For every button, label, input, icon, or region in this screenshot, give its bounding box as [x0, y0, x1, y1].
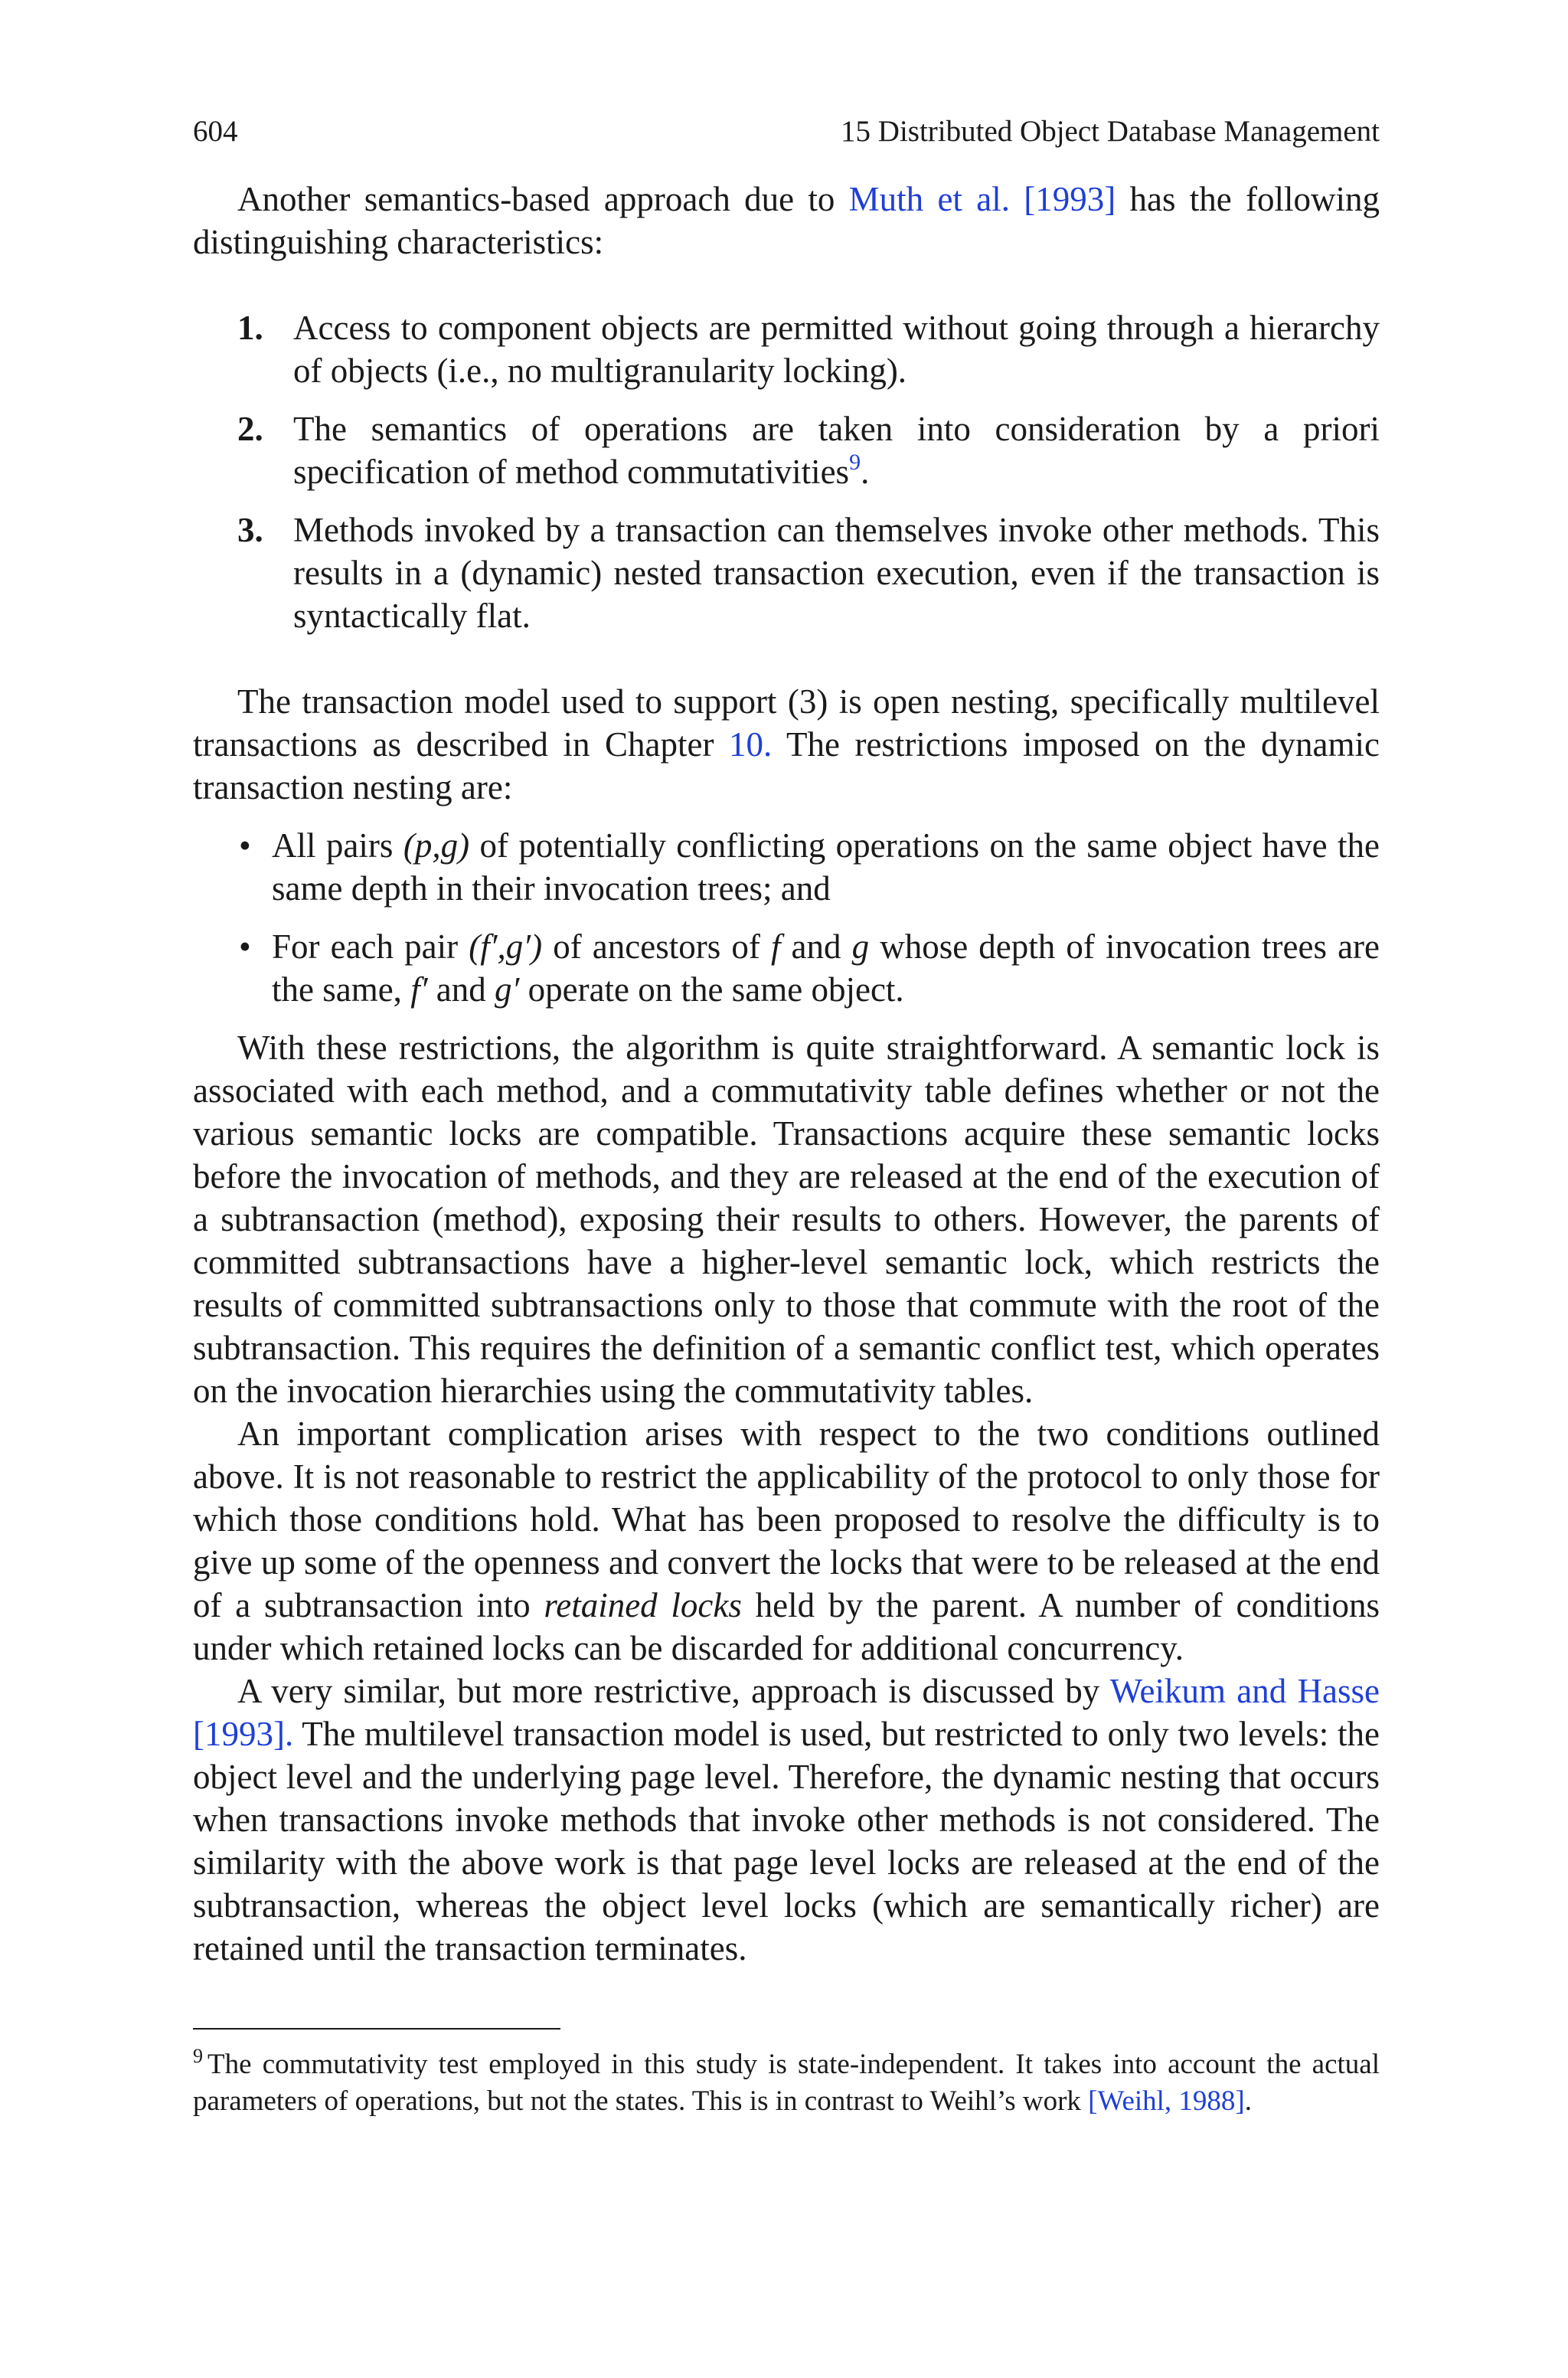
list-item: [193, 306, 1380, 392]
page-number: 604: [193, 115, 238, 148]
math-pair-pg: (p,g): [403, 826, 470, 865]
footnote-text-end: .: [1244, 2085, 1253, 2117]
list-item-text: Access to component objects are permitted without going through a hierarchy of objects (i.e., no multigranularity locking).: [293, 309, 1380, 390]
chapter-link[interactable]: 10.: [728, 725, 773, 764]
body-paragraph-1: With these restrictions, the algorithm is quite straightforward. A semantic lock is associated with each method, and a commutativity table defines whether or not the various semantic locks are compatible. Transactions acquire these semantic locks before the invocation of methods, and they are released at the end of the execution of a subtransaction (method), exposing their results to others. However, the parents of committed subtransactions have a higher-level semantic lock, which restricts the results of committed subtransactions only to those that commute with the root of the subtransaction. This requires the definition of a semantic conflict test, which operates on the invocation hierarchies using the commutativity tables.: [193, 1029, 1380, 1410]
body-paragraph-3: [193, 1670, 1380, 1970]
citation-link-muth[interactable]: Muth et al. [1993]: [848, 180, 1116, 218]
restriction-text: For each pair: [272, 927, 469, 966]
restriction-text: of potentially conflicting operations on the same object have the same depth in their invocation trees; and: [272, 826, 1380, 908]
intro-text-end: has the following distinguishing characteristics:: [193, 180, 1380, 261]
list-item: [193, 509, 1380, 637]
math-pair-fg-prime: (f′,g′): [469, 927, 543, 966]
list-item: [193, 407, 1380, 493]
footnote-ref[interactable]: 9: [849, 450, 861, 475]
citation-link-weihl[interactable]: [Weihl, 1988]: [1088, 2085, 1245, 2117]
emphasis-retained-locks: retained locks: [544, 1586, 742, 1624]
math-g-prime: g′: [495, 970, 520, 1009]
list-item: [193, 925, 1380, 1011]
paragraph-text: held by the parent. A number of conditions under which retained locks can be discarded for additional concurrency.: [193, 1586, 1380, 1667]
footnote-divider: [193, 2028, 560, 2030]
chapter-title: 15 Distributed Object Database Management: [841, 115, 1380, 148]
intro-text: Another semantics-based approach due to: [237, 180, 849, 218]
bullet-icon: •: [239, 826, 251, 865]
body-paragraph-2: [193, 1412, 1380, 1670]
list-number: 2.: [237, 410, 263, 448]
paragraph-text: An important complication arises with respect to the two conditions outlined above. It is not reasonable to restrict the applicability of the protocol to only those for which those conditions hold. What has been proposed to resolve the difficulty is to give up some of the openness and convert the locks that were to be released at the end of a subtransaction into: [193, 1415, 1380, 1624]
footnote-marker: 9: [193, 2045, 203, 2067]
intro-paragraph: [193, 178, 1380, 263]
list-number: 1.: [237, 309, 263, 347]
citation-link-weikum[interactable]: Weikum and Hasse [1993].: [193, 1672, 1380, 1753]
model-text: The transaction model used to support (3) is open nesting, specifically multilevel transactions as described in Chapter: [193, 682, 1380, 764]
list-item: [193, 824, 1380, 910]
model-paragraph: [193, 680, 1380, 809]
bullet-icon: •: [239, 927, 251, 966]
list-item-text: The semantics of operations are taken into consideration by a priori specification of method commutativities: [293, 410, 1380, 491]
math-f: f: [770, 927, 781, 966]
restriction-text: of ancestors of: [542, 927, 771, 966]
restrictions-list: [193, 824, 1380, 1011]
running-header: [193, 115, 1380, 149]
book-page: [193, 115, 1380, 2120]
list-item-text-end: .: [861, 453, 870, 491]
restriction-text: and: [780, 927, 852, 966]
restriction-text: All pairs: [272, 826, 403, 865]
footnote: [193, 2046, 1380, 2120]
math-g: g: [851, 927, 870, 966]
math-f-prime: f′: [410, 970, 428, 1009]
paragraph-text: The multilevel transaction model is used, but restricted to only two levels: the object level and the underlying page level. Therefore, the dynamic nesting that occurs when transactions invoke methods that invoke other methods is not considered. The similarity with the above work is that page level locks are released at the end of the subtransaction, whereas the object level locks (which are semantically richer) are retained until the transaction terminates.: [193, 1715, 1380, 1967]
restriction-text: and: [427, 970, 495, 1009]
model-text-end: The restrictions imposed on the dynamic transaction nesting are:: [193, 725, 1380, 806]
list-number: 3.: [237, 511, 263, 549]
paragraph-text: A very similar, but more restrictive, approach is discussed by: [237, 1672, 1110, 1710]
restriction-text: whose depth of invocation trees are the same,: [272, 927, 1380, 1009]
footnote-text: The commutativity test employed in this study is state-independent. It takes into account the actual parameters of operations, but not the states. This is in contrast to Weihl’s work: [193, 2049, 1380, 2117]
list-item-text: Methods invoked by a transaction can themselves invoke other methods. This results in a (dynamic) nested transaction execution, even if the transaction is syntactically flat.: [293, 511, 1380, 635]
characteristics-list: [193, 306, 1380, 637]
restriction-text: operate on the same object.: [519, 970, 904, 1009]
